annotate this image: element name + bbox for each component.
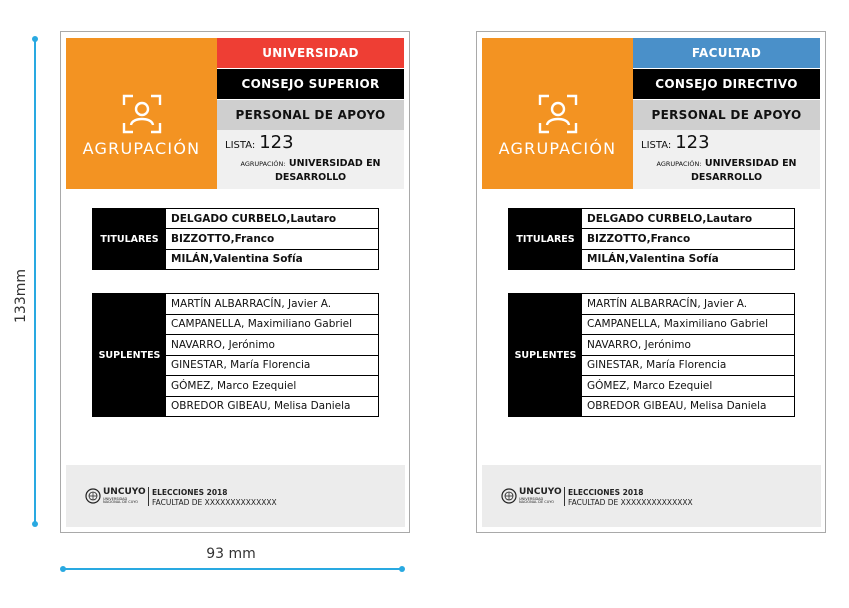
titular-row: DELGADO CURBELO , Lautaro (166, 209, 378, 229)
width-dimension-label: 93 mm (206, 546, 256, 562)
suplente-row: GÓMEZ, Marco Ezequiel (582, 376, 794, 397)
footer-faculty: FACULTAD DE XXXXXXXXXXXXXX (568, 498, 693, 507)
user-focus-icon (122, 94, 162, 134)
titular-row: MILÁN , Valentina Sofía (171, 253, 303, 266)
titular-row: BIZZOTTO , Franco (166, 229, 378, 249)
agrupacion-name-line1: UNIVERSIDAD EN (704, 158, 797, 169)
titular-apellido: BIZZOTTO (171, 232, 231, 245)
level-bar: UNIVERSIDAD (217, 38, 404, 68)
titular-nombre: Franco (650, 232, 691, 245)
lista-box (217, 130, 404, 189)
suplente-row: GINESTAR, María Florencia (582, 356, 794, 377)
agrupacion-name (633, 157, 820, 184)
titulares-table (508, 208, 795, 270)
titular-apellido: MILÁN (171, 253, 209, 266)
ballot-universidad (60, 31, 410, 533)
level-bar: FACULTAD (633, 38, 820, 68)
agrupacion-block (66, 38, 217, 189)
titular-nombre: Valentina Sofía (628, 253, 719, 266)
agrupacion-name-line2: DESARROLLO (274, 172, 347, 183)
titular-nombre: Valentina Sofía (212, 253, 303, 266)
titular-apellido: BIZZOTTO (587, 232, 647, 245)
footer-faculty: FACULTAD DE XXXXXXXXXXXXXX (152, 498, 277, 507)
suplente-row: CAMPANELLA, Maximiliano Gabriel (582, 315, 794, 336)
titulares-header: TITULARES (509, 209, 582, 269)
footer-divider (148, 487, 149, 506)
agrupacion-block (482, 38, 633, 189)
lista-number: 123 (259, 132, 294, 153)
titular-row: MILÁN , Valentina Sofía (587, 253, 719, 266)
footer-elections: ELECCIONES 2018 (152, 488, 228, 497)
uncuyo-logo-text: UNCUYO (103, 487, 146, 497)
user-focus-icon (538, 94, 578, 134)
titular-nombre: Franco (234, 232, 275, 245)
uncuyo-logo-sub1: UNIVERSIDAD (103, 497, 128, 501)
height-dimension-dot-bottom (32, 521, 38, 527)
council-bar: CONSEJO DIRECTIVO (633, 69, 820, 99)
titular-nombre: Lautaro (706, 212, 753, 225)
uncuyo-logo (519, 488, 562, 505)
width-dimension-line (62, 568, 402, 570)
suplente-row: OBREDOR GIBEAU, Melisa Daniela (587, 400, 767, 413)
lista-label: LISTA: (225, 140, 256, 151)
agrupacion-small-label: AGRUPACIÓN: (656, 160, 702, 168)
height-dimension-dot-top (32, 36, 38, 42)
titular-apellido: DELGADO CURBELO (587, 212, 703, 225)
agrupacion-label: AGRUPACIÓN (82, 139, 201, 158)
titulares-header: TITULARES (93, 209, 166, 269)
titular-nombre: Lautaro (290, 212, 337, 225)
uncuyo-seal-icon (501, 488, 517, 504)
height-dimension-line (34, 39, 36, 524)
ballot-facultad (476, 31, 826, 533)
uncuyo-logo-sub2: NACIONAL DE CUYO (103, 500, 138, 504)
width-dimension-dot-left (60, 566, 66, 572)
agrupacion-small-label: AGRUPACIÓN: (240, 160, 286, 168)
suplente-row: NAVARRO, Jerónimo (582, 335, 794, 356)
suplente-row: NAVARRO, Jerónimo (166, 335, 378, 356)
uncuyo-logo (103, 488, 146, 505)
uncuyo-logo-sub2: NACIONAL DE CUYO (519, 500, 554, 504)
suplente-row: MARTÍN ALBARRACÍN, Javier A. (166, 294, 378, 315)
agrupacion-name-line1: UNIVERSIDAD EN (288, 158, 381, 169)
titulares-table (92, 208, 379, 270)
footer-divider (564, 487, 565, 506)
suplentes-table (508, 293, 795, 417)
suplente-row: GINESTAR, María Florencia (166, 356, 378, 377)
suplentes-header: SUPLENTES (509, 294, 582, 416)
agrupacion-label: AGRUPACIÓN (498, 139, 617, 158)
ballot-footer (482, 465, 821, 527)
titular-row: BIZZOTTO , Franco (582, 229, 794, 249)
suplente-row: OBREDOR GIBEAU, Melisa Daniela (171, 400, 351, 413)
suplente-row: MARTÍN ALBARRACÍN, Javier A. (582, 294, 794, 315)
suplente-row: CAMPANELLA, Maximiliano Gabriel (166, 315, 378, 336)
titular-row: DELGADO CURBELO , Lautaro (582, 209, 794, 229)
suplente-row: GÓMEZ, Marco Ezequiel (166, 376, 378, 397)
lista-box (633, 130, 820, 189)
cloister-bar: PERSONAL DE APOYO (217, 100, 404, 130)
uncuyo-logo-sub1: UNIVERSIDAD (519, 497, 544, 501)
footer-text (568, 488, 693, 508)
titular-apellido: MILÁN (587, 253, 625, 266)
height-dimension-label: 133mm (13, 269, 29, 323)
agrupacion-name (217, 157, 404, 184)
uncuyo-logo-text: UNCUYO (519, 487, 562, 497)
titular-apellido: DELGADO CURBELO (171, 212, 287, 225)
ballot-footer (66, 465, 405, 527)
width-dimension-dot-right (399, 566, 405, 572)
footer-text (152, 488, 277, 508)
lista-number: 123 (675, 132, 710, 153)
lista-label: LISTA: (641, 140, 672, 151)
agrupacion-name-line2: DESARROLLO (690, 172, 763, 183)
suplentes-header: SUPLENTES (93, 294, 166, 416)
suplentes-table (92, 293, 379, 417)
cloister-bar: PERSONAL DE APOYO (633, 100, 820, 130)
council-bar: CONSEJO SUPERIOR (217, 69, 404, 99)
footer-elections: ELECCIONES 2018 (568, 488, 644, 497)
uncuyo-seal-icon (85, 488, 101, 504)
